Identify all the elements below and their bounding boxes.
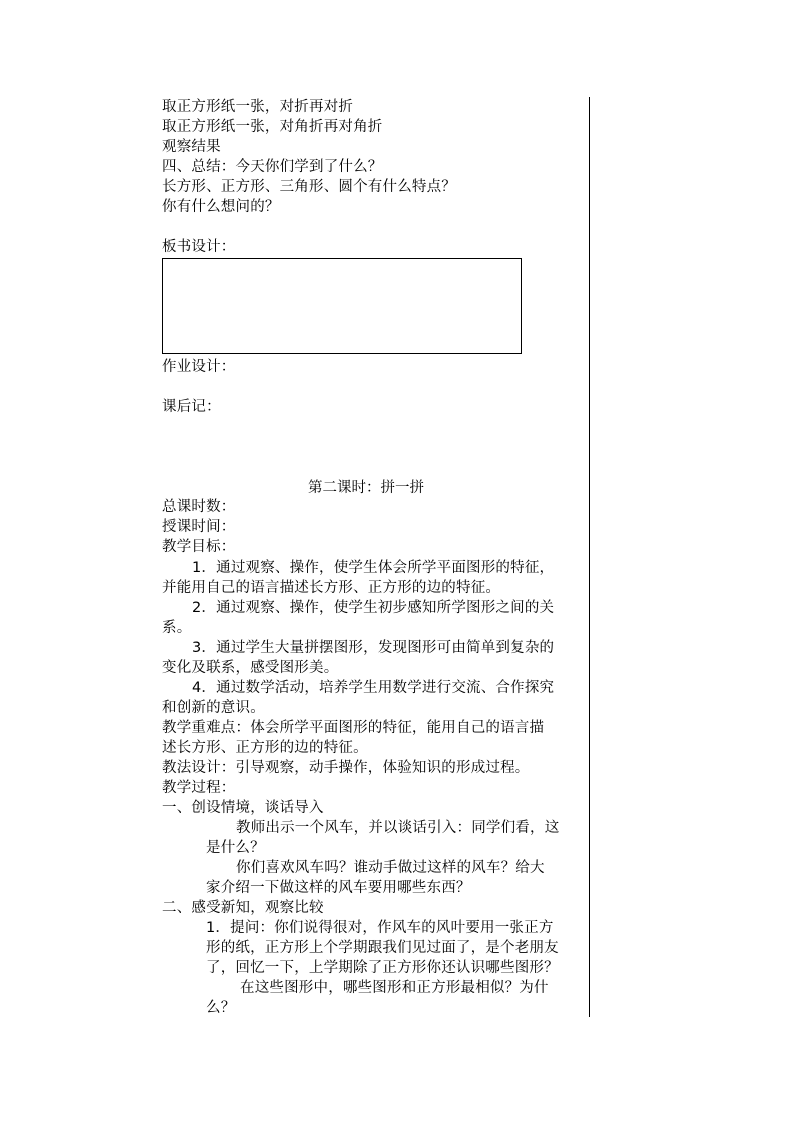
objective-2-line2: 系。 [162,620,192,636]
section-1-para2-line1: 你们喜欢风车吗？谁动手做过这样的风车？给大 [236,860,545,876]
objectives-label: 教学目标： [162,539,236,555]
section-2-para1-line2: 形的纸，正方形上个学期跟我们见过面了，是个老朋友 [206,940,559,956]
method-design: 教法设计：引导观察，动手操作，体验知识的形成过程。 [162,760,530,776]
section-1-para1-line2: 是什么？ [206,840,265,856]
section-2-para2-line1: 在这些图形中，哪些图形和正方形最相似？为什 [240,980,549,996]
summary-heading: 四、总结：今天你们学到了什么？ [162,159,383,175]
homework-label: 作业设计： [162,359,236,375]
objective-3-line1: 3．通过学生大量拼摆图形，发现图形可由简单到复杂的 [192,640,555,656]
summary-ask: 你有什么想问的？ [162,199,280,215]
step-fold-diagonal: 取正方形纸一张，对角折再对角折 [162,119,383,135]
section-1-para1-line1: 教师出示一个风车，并以谈话引入：同学们看，这 [236,820,560,836]
section-2-para1-line3: 了，回忆一下，上学期除了正方形你还认识哪些图形？ [206,960,559,976]
objective-2-line1: 2．通过观察、操作，使学生初步感知所学图形之间的关 [192,600,555,616]
process-label: 教学过程： [162,780,236,796]
summary-question: 长方形、正方形、三角形、圆个有什么特点？ [162,179,456,195]
observe-result: 观察结果 [162,139,221,155]
teach-time: 授课时间： [162,519,236,535]
after-class-label: 课后记： [162,399,221,415]
section-1-para2-line2: 家介绍一下做这样的风车要用哪些东西？ [206,880,471,896]
section-1-heading: 一、创设情境，谈话导入 [162,800,324,816]
objective-4-line1: 4．通过数学活动，培养学生用数学进行交流、合作探究 [192,680,555,696]
total-hours: 总课时数： [162,499,236,515]
objective-1-line2: 并能用自己的语言描述长方形、正方形的边的特征。 [162,580,501,596]
objective-1-line1: 1．通过观察、操作，使学生体会所学平面图形的特征， [192,560,555,576]
board-design-box [162,258,522,354]
key-points-line1: 教学重难点：体会所学平面图形的特征，能用自己的语言描 [162,720,545,736]
section-2-heading: 二、感受新知，观察比较 [162,900,324,916]
margin-rule [589,97,590,1017]
objective-3-line2: 变化及联系，感受图形美。 [162,660,339,676]
lesson-title: 第二课时：拼一拼 [308,480,424,496]
board-design-label: 板书设计： [162,239,236,255]
objective-4-line2: 和创新的意识。 [162,700,265,716]
step-fold-square: 取正方形纸一张，对折再对折 [162,99,354,115]
section-2-para1-line1: 1．提问：你们说得很对，作风车的风叶要用一张正方 [206,920,554,936]
section-2-para2-line2: 么？ [206,1000,236,1016]
key-points-line2: 述长方形、正方形的边的特征。 [162,740,368,756]
